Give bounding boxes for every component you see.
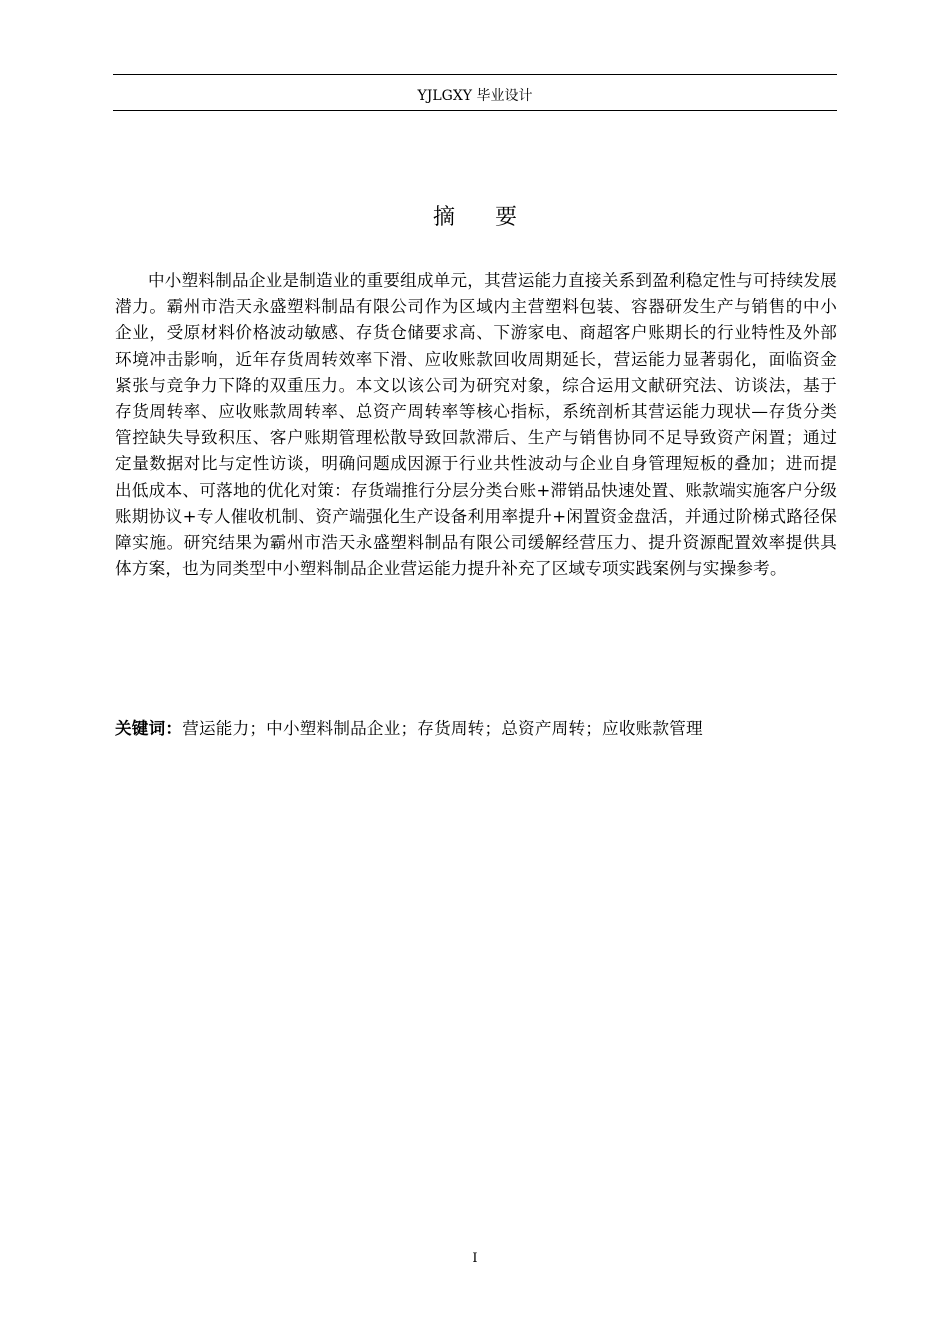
header-bottom-rule: [113, 110, 837, 111]
header-top-rule: [113, 74, 837, 75]
page-number: I: [472, 1251, 478, 1266]
keywords-label: 关键词：: [115, 719, 183, 738]
running-header: YJLGXY 毕业设计: [417, 88, 533, 104]
page-title: 摘要: [432, 205, 557, 230]
keywords-line: [115, 716, 837, 742]
keywords-text: 营运能力；中小塑料制品企业；存货周转；总资产周转；应收账款管理: [182, 719, 703, 738]
abstract-paragraph: 中小塑料制品企业是制造业的重要组成单元，其营运能力直接关系到盈利稳定性与可持续发展潜力。霸州市浩天永盛塑料制品有限公司作为区域内主营塑料包装、容器研发生产与销售的中小企业，受原材料价格波动敏感、存货仓储要求高、下游家电、商超客户账期长的行业特性及外部环境冲击影响，近年存货周转效率下滑、应收账款回收周期延长，营运能力显著弱化，面临资金紧张与竞争力下降的双重压力。本文以该公司为研究对象，综合运用文献研究法、访谈法，基于存货周转率、应收账款周转率、总资产周转率等核心指标，系统剖析其营运能力现状—存货分类管控缺失导致积压、客户账期管理松散导致回款滞后、生产与销售协同不足导致资产闲置；通过定量数据对比与定性访谈，明确问题成因源于行业共性波动与企业自身管理短板的叠加；进而提出低成本、可落地的优化对策：存货端推行分层分类台账+滞销品快速处置、账款端实施客户分级账期协议+专人催收机制、资产端强化生产设备利用率提升+闲置资金盘活，并通过阶梯式路径保障实施。研究结果为霸州市浩天永盛塑料制品有限公司缓解经营压力、提升资源配置效率提供具体方案，也为同类型中小塑料制品企业营运能力提升补充了区域专项实践案例与实操参考。: [115, 271, 837, 579]
